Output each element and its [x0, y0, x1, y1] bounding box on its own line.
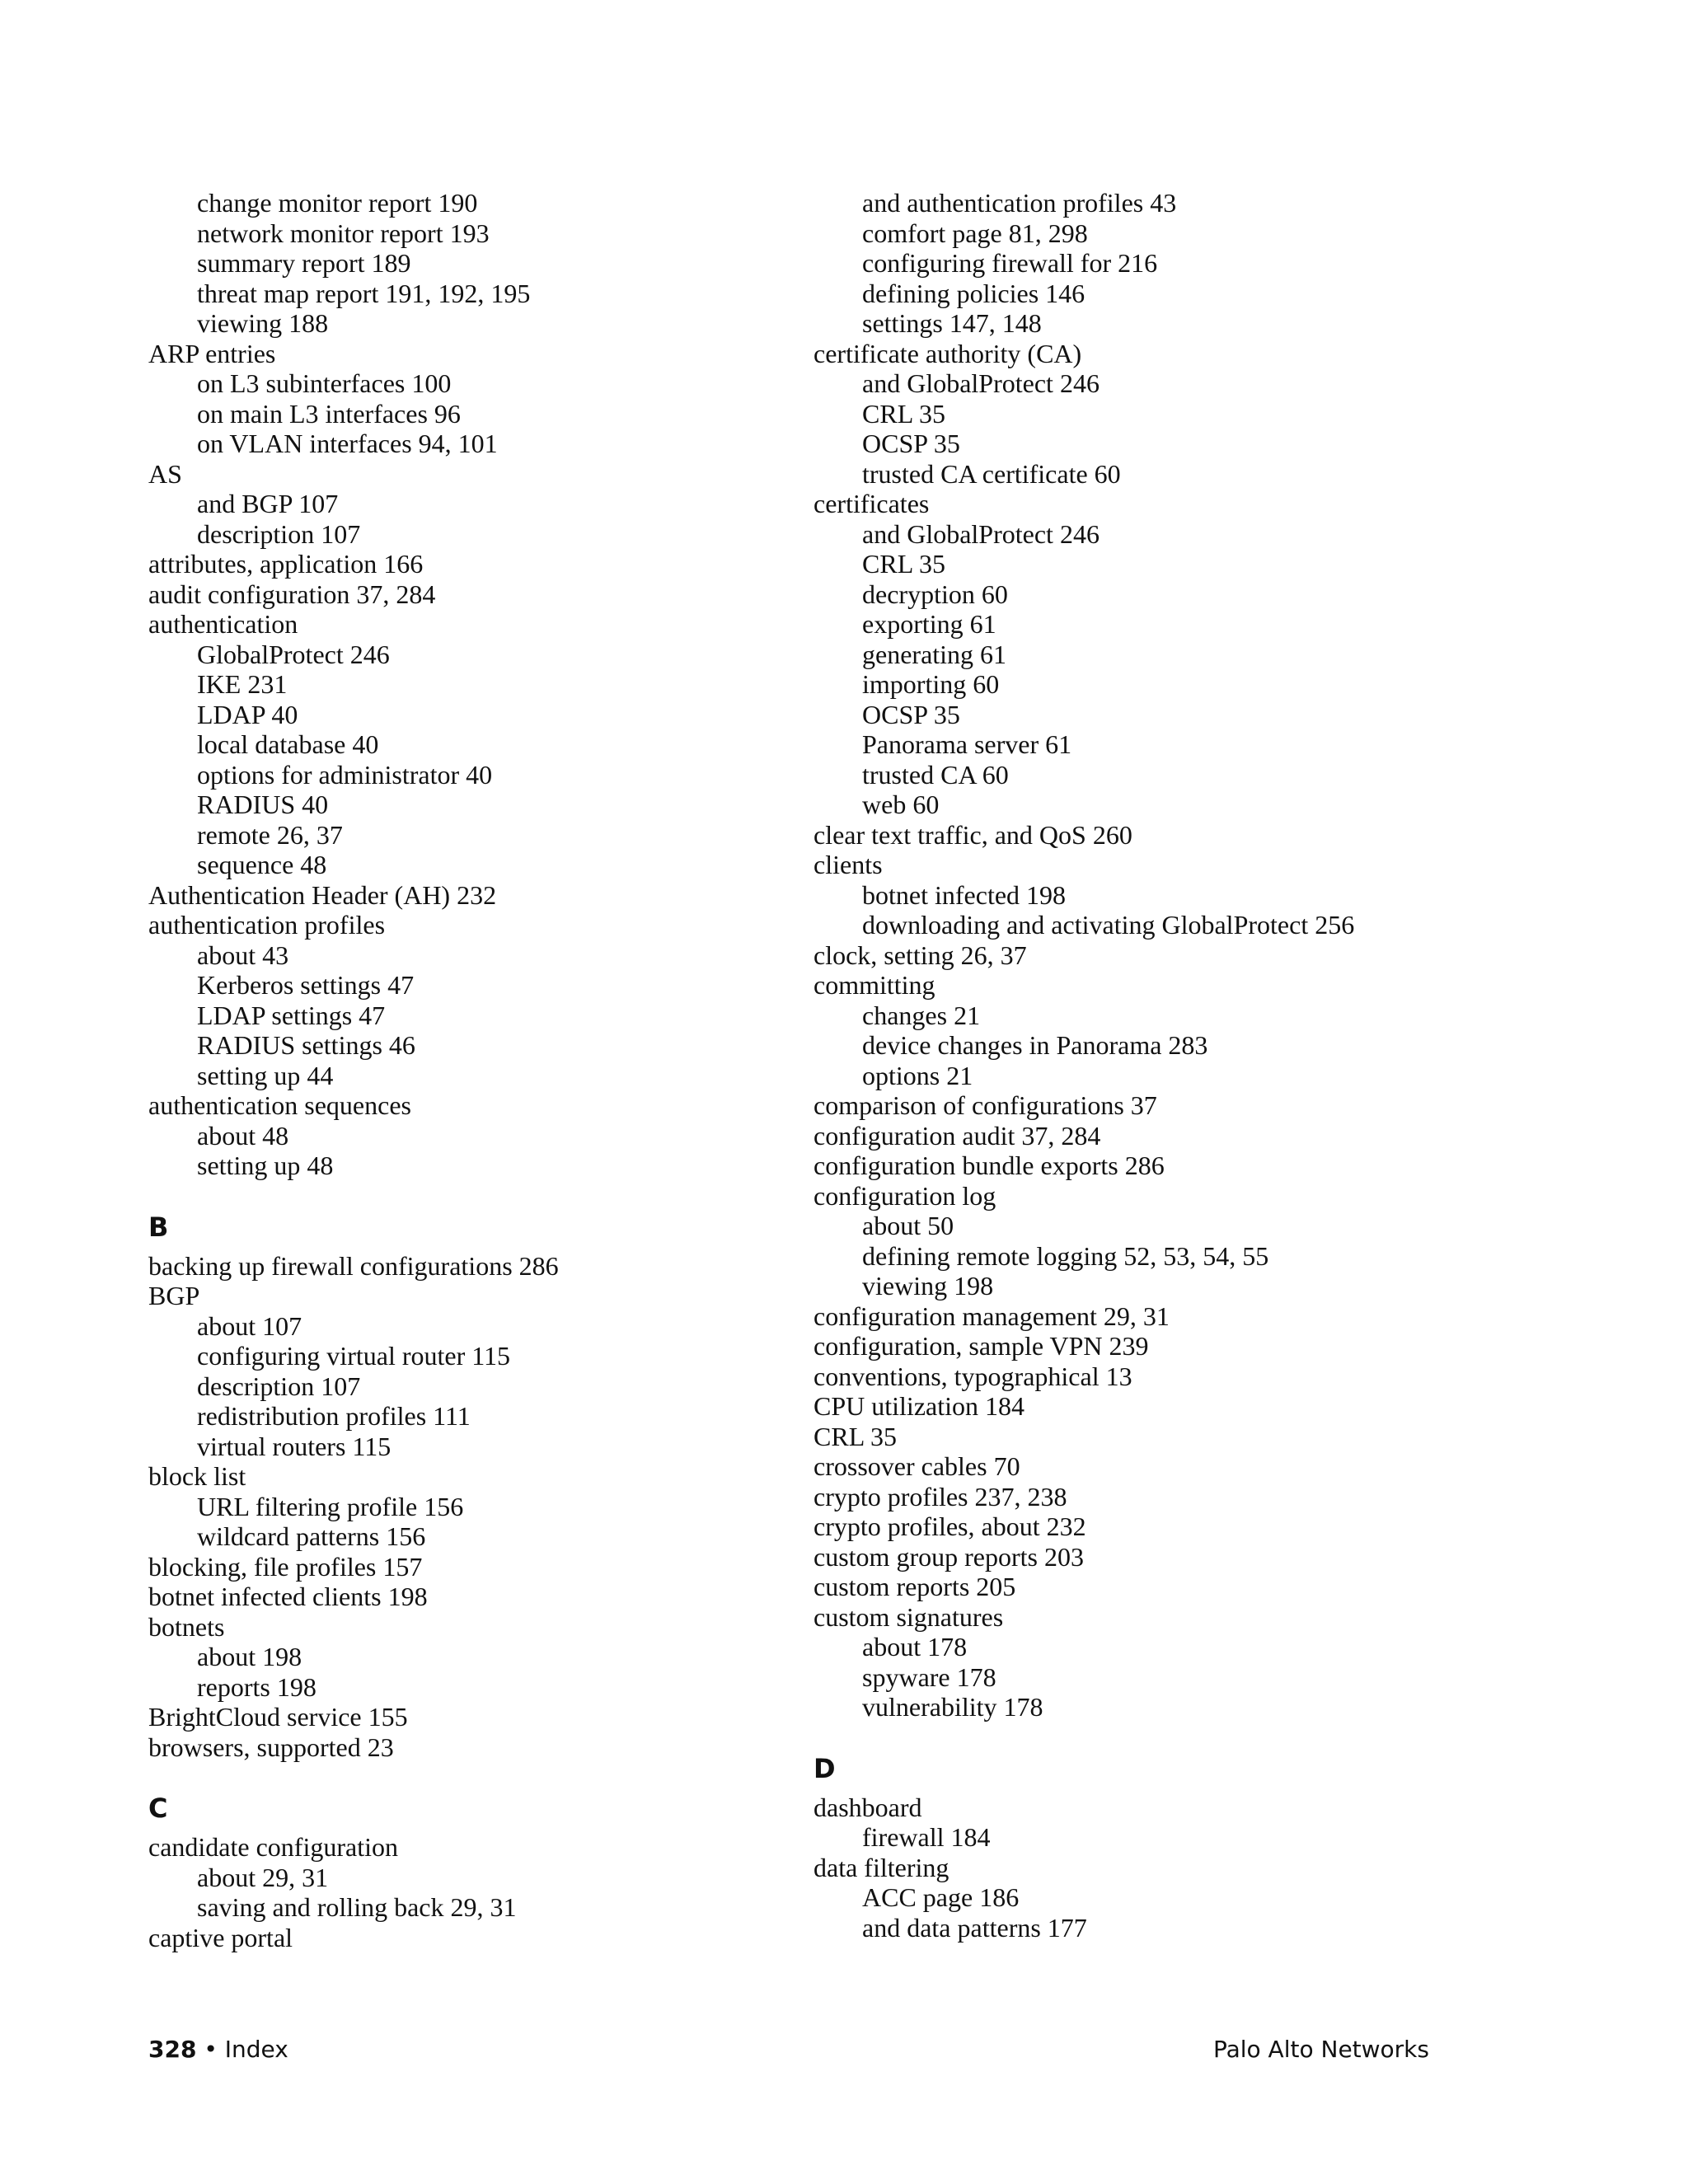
index-entry: captive portal	[148, 1922, 293, 1952]
index-entry: blocking, file profiles 157	[148, 1551, 423, 1582]
index-subentry: about 43	[197, 940, 289, 970]
index-entry: configuration, sample VPN 239	[814, 1331, 1149, 1361]
index-subentry: setting up 48	[197, 1151, 334, 1180]
index-subentry: LDAP 40	[197, 699, 298, 729]
index-subentry: web 60	[862, 790, 940, 819]
index-subentry: about 48	[197, 1120, 289, 1151]
section-letter-heading: C	[148, 1793, 168, 1824]
footer-separator: •	[196, 2036, 225, 2063]
index-entry: botnet infected clients 198	[148, 1582, 428, 1611]
index-subentry: and authentication profiles 43	[862, 188, 1177, 218]
index-subentry: trusted CA 60	[862, 759, 1009, 790]
index-entry: AS	[148, 458, 182, 489]
index-entry: audit configuration 37, 284	[148, 579, 436, 609]
index-subentry: CRL 35	[862, 549, 946, 579]
index-subentry: setting up 44	[197, 1060, 334, 1090]
index-entry: candidate configuration	[148, 1832, 398, 1862]
index-subentry: options for administrator 40	[197, 759, 493, 790]
index-entry: dashboard	[814, 1792, 922, 1822]
index-subentry: description 107	[197, 518, 361, 549]
index-subentry: reports 198	[197, 1671, 316, 1702]
index-subentry: viewing 198	[862, 1271, 994, 1301]
index-entry: backing up firewall configurations 286	[148, 1250, 559, 1281]
index-subentry: downloading and activating GlobalProtect 256	[862, 910, 1355, 940]
index-column-left	[148, 188, 808, 1952]
index-subentry: options 21	[862, 1060, 973, 1090]
index-subentry: IKE 231	[197, 669, 288, 699]
index-column-right	[814, 188, 1473, 1943]
page-footer-left	[148, 2033, 288, 2066]
index-entry: Authentication Header (AH) 232	[148, 879, 497, 910]
index-subentry: virtual routers 115	[197, 1431, 392, 1461]
index-subentry: about 29, 31	[197, 1862, 329, 1892]
index-subentry: defining policies 146	[862, 278, 1085, 308]
index-entry: CPU utilization 184	[814, 1391, 1025, 1421]
index-subentry: LDAP settings 47	[197, 1000, 386, 1030]
page-footer-right	[1213, 2033, 1429, 2066]
index-subentry: and BGP 107	[197, 489, 339, 518]
index-subentry: RADIUS settings 46	[197, 1030, 415, 1060]
index-entry: certificates	[814, 489, 930, 518]
index-entry: ARP entries	[148, 338, 276, 368]
index-subentry: configuring virtual router 115	[197, 1341, 511, 1371]
index-entry: clear text traffic, and QoS 260	[814, 819, 1132, 850]
section-letter-heading: B	[148, 1211, 169, 1243]
index-subentry: ACC page 186	[862, 1882, 1020, 1912]
index-subentry: RADIUS 40	[197, 790, 329, 819]
index-entry: crypto profiles, about 232	[814, 1511, 1086, 1541]
index-subentry: comfort page 81, 298	[862, 218, 1088, 248]
index-subentry: network monitor report 193	[197, 218, 490, 248]
index-subentry: about 198	[197, 1642, 302, 1671]
index-subentry: redistribution profiles 111	[197, 1401, 471, 1431]
index-subentry: threat map report 191, 192, 195	[197, 278, 531, 308]
index-subentry: firewall 184	[862, 1822, 991, 1852]
index-entry: browsers, supported 23	[148, 1732, 394, 1762]
index-entry: attributes, application 166	[148, 549, 424, 579]
index-subentry: on main L3 interfaces 96	[197, 398, 461, 429]
index-subentry: defining remote logging 52, 53, 54, 55	[862, 1240, 1269, 1271]
index-subentry: saving and rolling back 29, 31	[197, 1892, 517, 1922]
index-entry: authentication sequences	[148, 1090, 411, 1120]
index-subentry: importing 60	[862, 669, 1000, 699]
index-subentry: about 107	[197, 1310, 302, 1341]
index-subentry: GlobalProtect 246	[197, 639, 390, 669]
index-entry: configuration log	[814, 1180, 996, 1211]
index-subentry: exporting 61	[862, 609, 996, 639]
index-subentry: vulnerability 178	[862, 1692, 1043, 1722]
index-subentry: Kerberos settings 47	[197, 970, 415, 1000]
index-subentry: viewing 188	[197, 308, 329, 338]
index-entry: configuration bundle exports 286	[814, 1151, 1165, 1180]
index-entry: BGP	[148, 1281, 200, 1310]
index-subentry: summary report 189	[197, 248, 411, 278]
index-entry: BrightCloud service 155	[148, 1702, 408, 1732]
index-subentry: wildcard patterns 156	[197, 1521, 426, 1551]
index-entry: authentication profiles	[148, 910, 386, 940]
index-subentry: about 50	[862, 1211, 954, 1240]
index-subentry: and GlobalProtect 246	[862, 368, 1100, 398]
index-subentry: about 178	[862, 1632, 968, 1661]
index-entry: crossover cables 70	[814, 1451, 1020, 1481]
index-entry: block list	[148, 1461, 246, 1491]
index-entry: configuration audit 37, 284	[814, 1120, 1101, 1151]
index-subentry: changes 21	[862, 1000, 981, 1030]
index-entry: clients	[814, 850, 883, 879]
index-subentry: and GlobalProtect 246	[862, 518, 1100, 549]
index-subentry: on L3 subinterfaces 100	[197, 368, 452, 398]
index-subentry: device changes in Panorama 283	[862, 1030, 1208, 1060]
index-subentry: description 107	[197, 1371, 361, 1401]
index-subentry: settings 147, 148	[862, 308, 1042, 338]
index-entry: authentication	[148, 609, 298, 639]
index-subentry: botnet infected 198	[862, 879, 1067, 910]
index-subentry: generating 61	[862, 639, 1007, 669]
index-subentry: Panorama server 61	[862, 729, 1072, 759]
index-subentry: change monitor report 190	[197, 188, 478, 218]
index-entry: data filtering	[814, 1852, 950, 1882]
index-entry: committing	[814, 970, 935, 1000]
index-entry: custom signatures	[814, 1601, 1004, 1632]
index-subentry: on VLAN interfaces 94, 101	[197, 429, 498, 458]
index-entry: botnets	[148, 1611, 225, 1642]
index-subentry: CRL 35	[862, 398, 946, 429]
index-subentry: configuring firewall for 216	[862, 248, 1158, 278]
index-subentry: OCSP 35	[862, 429, 960, 458]
footer-section: Index	[224, 2036, 288, 2063]
footer-publisher: Palo Alto Networks	[1212, 2036, 1429, 2063]
index-entry: comparison of configurations 37	[814, 1090, 1157, 1120]
index-subentry: remote 26, 37	[197, 819, 343, 850]
index-subentry: OCSP 35	[862, 699, 960, 729]
index-subentry: and data patterns 177	[862, 1912, 1087, 1943]
index-subentry: local database 40	[197, 729, 379, 759]
index-entry: clock, setting 26, 37	[814, 940, 1027, 970]
index-entry: custom reports 205	[814, 1572, 1016, 1601]
index-subentry: trusted CA certificate 60	[862, 458, 1121, 489]
index-entry: certificate authority (CA)	[814, 338, 1082, 368]
index-entry: CRL 35	[814, 1421, 898, 1451]
index-entry: crypto profiles 237, 238	[814, 1481, 1067, 1511]
index-subentry: spyware 178	[862, 1661, 996, 1692]
index-subentry: sequence 48	[197, 850, 327, 879]
index-subentry: URL filtering profile 156	[197, 1491, 464, 1521]
index-entry: configuration management 29, 31	[814, 1301, 1170, 1331]
section-letter-heading: D	[814, 1752, 836, 1784]
page-number: 328	[148, 2036, 197, 2063]
index-entry: custom group reports 203	[814, 1541, 1084, 1572]
index-entry: conventions, typographical 13	[814, 1361, 1132, 1391]
index-subentry: decryption 60	[862, 579, 1008, 609]
